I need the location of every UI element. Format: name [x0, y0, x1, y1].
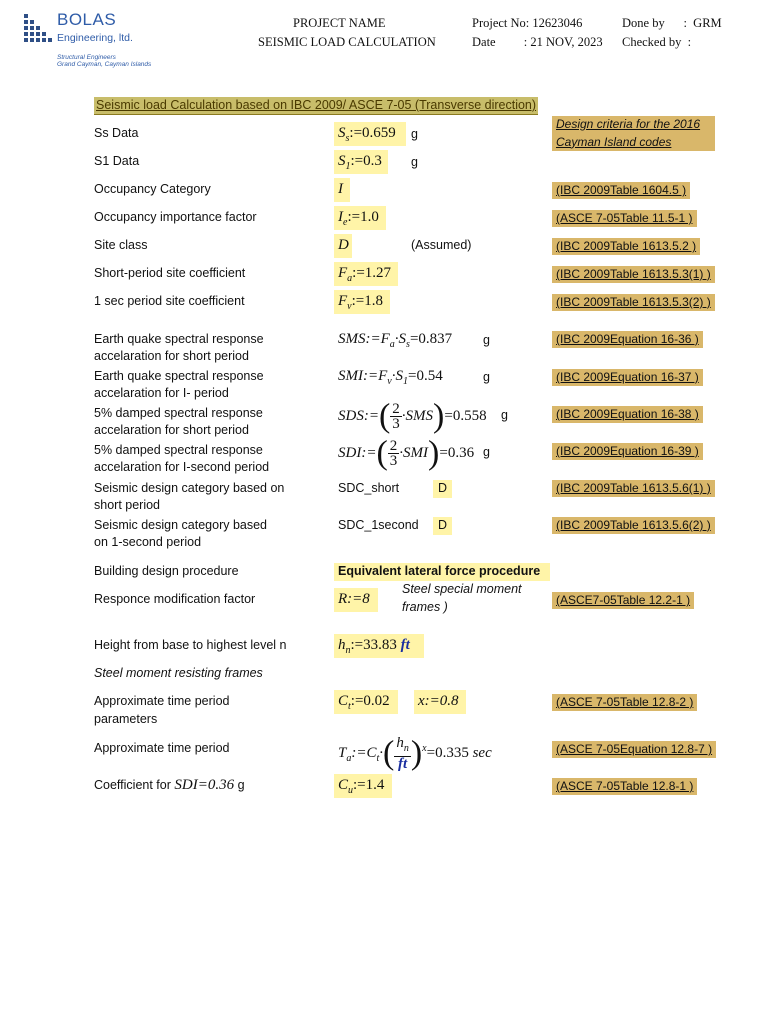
sds-label-line2: accelaration for short period — [94, 423, 249, 437]
sms-label-line1: Earth quake spectral response — [94, 332, 264, 346]
fv-label: 1 sec period site coefficient — [94, 294, 245, 308]
ta-label: Approximate time period — [94, 741, 230, 755]
ct-formula: $C_t:=0.02$ — [338, 693, 390, 712]
ie-label: Occupancy importance factor — [94, 210, 257, 224]
x-formula: x:=0.8 — [418, 693, 459, 709]
sdc-short-value: D — [433, 480, 452, 498]
smi-ref: (IBC 2009Equation 16-37 ) — [552, 369, 703, 386]
sds-formula: SDS:=( $\frac{2}{3}$ ·SMS)=0.558 — [338, 397, 487, 435]
s1-label: S1 Data — [94, 154, 140, 168]
project-no: Project No: 12623046 — [472, 16, 583, 30]
sdc-1s-ref: (IBC 2009Table 1613.5.6(2) ) — [552, 517, 715, 534]
sds-unit: g — [501, 408, 508, 422]
sds-label-line1: 5% damped spectral response — [94, 406, 263, 420]
sms-formula: $SMS:=F_a\cdot S_s=0.837$ — [338, 331, 453, 350]
procedure-value: Equivalent lateral force procedure — [334, 563, 550, 581]
sms-label-line2: accelaration for short period — [94, 349, 249, 363]
company-location: Grand Cayman, Cayman Islands — [57, 61, 152, 68]
site-note: (Assumed) — [411, 238, 472, 252]
fv-ref: (IBC 2009Table 1613.5.3(2) ) — [552, 294, 715, 311]
sdi-label-line2: accelaration for I-second period — [94, 460, 270, 474]
design-criteria-note: Design criteria for the 2016 Cayman Island codes — [552, 116, 715, 151]
sdc-1s-label-line2: on 1-second period — [94, 535, 202, 549]
sdc-1s-value: D — [433, 517, 452, 535]
logo-mark — [24, 14, 54, 46]
section-title: Seismic load Calculation based on IBC 2009/ ASCE 7-05 (Transverse direction) — [94, 97, 538, 115]
company-subtitle: Engineering, ltd. — [57, 32, 133, 44]
smi-label-line1: Earth quake spectral response — [94, 369, 264, 383]
date: Date : 21 NOV, 2023 — [472, 35, 603, 49]
sdc-short-label-line2: short period — [94, 498, 161, 512]
sdi-label-line1: 5% damped spectral response — [94, 443, 263, 457]
occ-value: I — [338, 181, 343, 197]
sdi-ref: (IBC 2009Equation 16-39 ) — [552, 443, 703, 460]
project-name: PROJECT NAME — [293, 16, 386, 30]
fa-formula: $F_a:=1.27$ — [338, 265, 392, 284]
cu-formula: $C_u:=1.4$ — [338, 777, 385, 796]
r-note-line2: frames ) — [402, 600, 448, 614]
ss-unit: g — [411, 127, 418, 141]
sdc-short-label-line1: Seismic design category based on — [94, 481, 285, 495]
site-value: D — [338, 237, 349, 253]
company-tagline: Structural Engineers — [57, 54, 116, 61]
ta-ref: (ASCE 7-05Equation 12.8-7 ) — [552, 741, 716, 758]
r-label: Responce modification factor — [94, 592, 256, 606]
r-ref: (ASCE7-05Table 12.2-1 ) — [552, 592, 694, 609]
ct-ref: (ASCE 7-05Table 12.8-2 ) — [552, 694, 697, 711]
ie-ref: (ASCE 7-05Table 11.5-1 ) — [552, 210, 697, 227]
cu-label: Coefficient for SDI=0.36 g — [94, 777, 245, 793]
site-label: Site class — [94, 238, 148, 252]
r-formula: R:=8 — [338, 591, 370, 607]
occ-label: Occupancy Category — [94, 182, 211, 196]
smi-formula: $SMI:=F_v\cdot S_1=0.54$ — [338, 368, 443, 387]
sms-ref: (IBC 2009Equation 16-36 ) — [552, 331, 703, 348]
sdc-short-ref: (IBC 2009Table 1613.5.6(1) ) — [552, 480, 715, 497]
ta-formula: $T_a:=C_t\cdot$( $\frac{h_n}{ft}$ )$^x$=0.335 sec — [338, 734, 492, 773]
fa-label: Short-period site coefficient — [94, 266, 246, 280]
smi-label-line2: accelaration for I- period — [94, 386, 229, 400]
ct-label-line1: Approximate time period — [94, 694, 230, 708]
smrf-label: Steel moment resisting frames — [94, 666, 263, 680]
cu-ref: (ASCE 7-05Table 12.8-1 ) — [552, 778, 697, 795]
hn-label: Height from base to highest level n — [94, 638, 287, 652]
ss-formula: $S_s:=0.659$ — [338, 125, 396, 144]
sdc-1s-label-line1: Seismic design category based — [94, 518, 268, 532]
fv-formula: $F_v:=1.8$ — [338, 293, 384, 312]
done-by: Done by : GRM — [622, 16, 722, 30]
sdc-1s-name: SDC_1second — [338, 518, 419, 532]
s1-unit: g — [411, 155, 418, 169]
sdi-unit: g — [483, 445, 490, 459]
occ-ref: (IBC 2009Table 1604.5 ) — [552, 182, 690, 199]
ie-formula: $I_e:=1.0$ — [338, 209, 379, 228]
sms-unit: g — [483, 333, 490, 347]
ct-label-line2: parameters — [94, 712, 158, 726]
fa-ref: (IBC 2009Table 1613.5.3(1) ) — [552, 266, 715, 283]
sdc-short-name: SDC_short — [338, 481, 400, 495]
site-ref: (IBC 2009Table 1613.5.2 ) — [552, 238, 700, 255]
sdi-formula: SDI:=( $\frac{2}{3}$ ·SMI)=0.36 — [338, 434, 475, 472]
smi-unit: g — [483, 370, 490, 384]
procedure-label: Building design procedure — [94, 564, 239, 578]
ss-label: Ss Data — [94, 126, 139, 140]
sds-ref: (IBC 2009Equation 16-38 ) — [552, 406, 703, 423]
r-note-line1: Steel special moment — [402, 582, 522, 596]
hn-formula: $h_n:=33.83$ ft — [338, 637, 410, 656]
company-name: BOLAS — [57, 10, 117, 29]
s1-formula: $S_1:=0.3$ — [338, 153, 382, 172]
checked-by: Checked by : — [622, 35, 692, 49]
calc-title: SEISMIC LOAD CALCULATION — [258, 35, 436, 49]
